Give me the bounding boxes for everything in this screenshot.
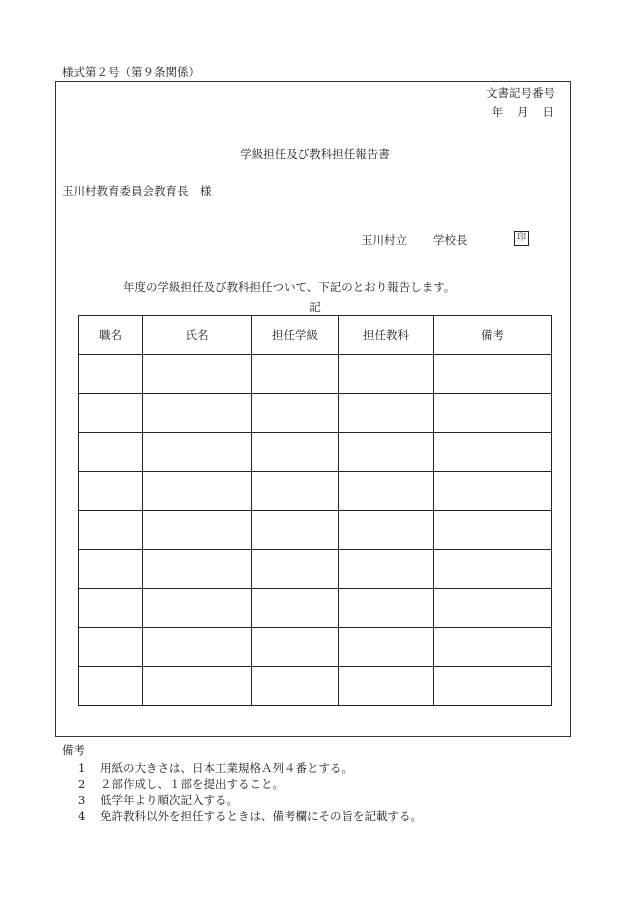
note-number: 1 [78, 761, 86, 775]
sender-role: 学校長 [433, 233, 468, 247]
table-cell[interactable] [143, 511, 252, 550]
seal-mark: 印 [514, 231, 529, 246]
table-cell[interactable] [434, 394, 552, 433]
date-line [478, 104, 555, 120]
table-cell[interactable] [339, 355, 434, 394]
table-cell[interactable] [434, 550, 552, 589]
table-cell[interactable] [252, 433, 339, 472]
table-row [79, 589, 552, 628]
table-cell[interactable] [79, 511, 143, 550]
table-cell[interactable] [252, 355, 339, 394]
table-cell[interactable] [434, 667, 552, 706]
table-cell[interactable] [252, 667, 339, 706]
table-cell[interactable] [339, 667, 434, 706]
header-remarks: 備考 [434, 316, 552, 355]
addressee: 玉川村教育委員会教育長 様 [62, 184, 212, 198]
table-cell[interactable] [143, 355, 252, 394]
table-cell[interactable] [252, 472, 339, 511]
table-cell[interactable] [339, 628, 434, 667]
note-text: 低学年より順次記入する。 [100, 793, 238, 807]
table-row [79, 355, 552, 394]
header-subject: 担任教科 [339, 316, 434, 355]
note-item [78, 760, 353, 776]
table-cell[interactable] [79, 355, 143, 394]
table-row [79, 511, 552, 550]
header-position: 職名 [79, 316, 143, 355]
table-cell[interactable] [339, 550, 434, 589]
table-cell[interactable] [434, 511, 552, 550]
table-cell[interactable] [252, 589, 339, 628]
report-table [78, 315, 552, 706]
table-header-row [79, 316, 552, 355]
note-text: 用紙の大きさは、日本工業規格Ａ列４番とする。 [100, 761, 353, 775]
table-cell[interactable] [252, 550, 339, 589]
note-number: 2 [78, 777, 86, 791]
table-cell[interactable] [339, 511, 434, 550]
table-cell[interactable] [143, 433, 252, 472]
table-cell[interactable] [434, 433, 552, 472]
table-cell[interactable] [79, 550, 143, 589]
ki-label: 記 [309, 300, 321, 314]
table-row [79, 472, 552, 511]
table-cell[interactable] [339, 472, 434, 511]
table-cell[interactable] [252, 511, 339, 550]
table-row [79, 433, 552, 472]
table-cell[interactable] [252, 394, 339, 433]
table-cell[interactable] [79, 628, 143, 667]
date-day: 日 [542, 105, 554, 119]
table-cell[interactable] [79, 433, 143, 472]
note-item [78, 792, 238, 808]
table-cell[interactable] [143, 589, 252, 628]
table-row [79, 394, 552, 433]
table-cell[interactable] [143, 394, 252, 433]
sender-org: 玉川村立 [361, 233, 407, 247]
note-text: 免許教科以外を担任するときは、備考欄にその旨を記載する。 [100, 809, 422, 823]
table-cell[interactable] [434, 472, 552, 511]
table-cell[interactable] [434, 355, 552, 394]
table-row [79, 628, 552, 667]
table-cell[interactable] [79, 589, 143, 628]
note-number: 4 [78, 809, 86, 823]
table-cell[interactable] [339, 589, 434, 628]
table-cell[interactable] [434, 628, 552, 667]
page-title: 学級担任及び教科担任報告書 [240, 147, 390, 161]
note-number: 3 [78, 793, 86, 807]
table-cell[interactable] [143, 628, 252, 667]
table-cell[interactable] [79, 394, 143, 433]
table-cell[interactable] [434, 589, 552, 628]
table-cell[interactable] [339, 394, 434, 433]
table-cell[interactable] [143, 472, 252, 511]
table-row [79, 667, 552, 706]
table-cell[interactable] [79, 667, 143, 706]
note-item [78, 808, 422, 824]
table-cell[interactable] [143, 550, 252, 589]
table-row [79, 550, 552, 589]
note-text: ２部作成し、１部を提出すること。 [100, 777, 284, 791]
sender-line [361, 232, 468, 248]
header-class: 担任学級 [252, 316, 339, 355]
table-cell[interactable] [252, 628, 339, 667]
form-label: 様式第２号（第９条関係） [62, 65, 200, 79]
table-cell[interactable] [339, 433, 434, 472]
body-text: 年度の学級担任及び教科担任ついて、下記のとおり報告します。 [123, 280, 456, 294]
notes-title: 備考 [62, 743, 85, 757]
date-month: 月 [517, 105, 529, 119]
table-cell[interactable] [79, 472, 143, 511]
document-number-label: 文書記号番号 [486, 86, 555, 100]
note-item [78, 776, 284, 792]
table-cell[interactable] [143, 667, 252, 706]
date-year: 年 [491, 105, 503, 119]
header-name: 氏名 [143, 316, 252, 355]
